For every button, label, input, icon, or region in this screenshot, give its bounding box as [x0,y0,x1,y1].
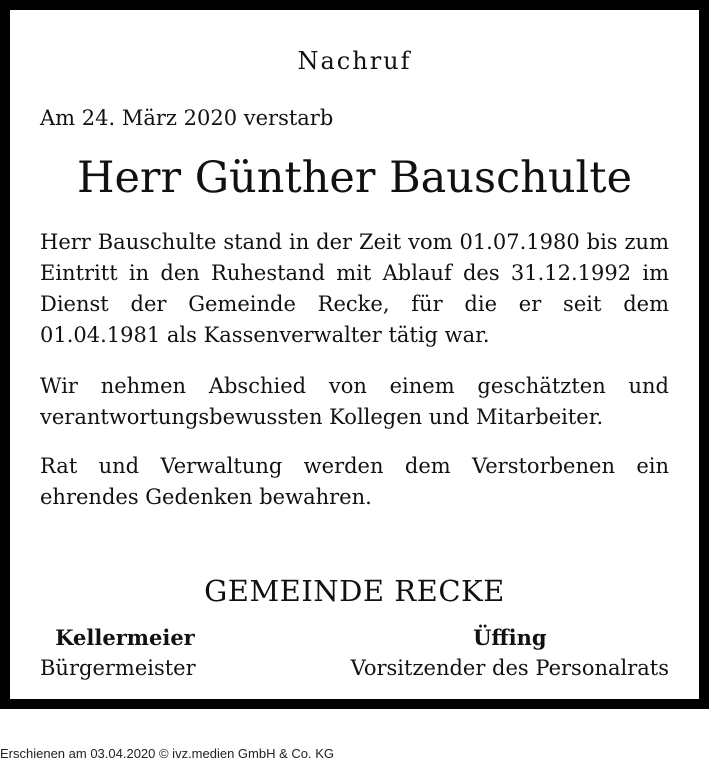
publication-footer: Erschienen am 03.04.2020 © ivz.medien GmbH & Co. KG [0,746,335,761]
deceased-name: Herr Günther Bauschulte [76,153,633,203]
signatory-role: Bürgermeister [40,656,196,680]
obituary-paragraph-farewell: Wir nehmen Abschied von einem geschätzten und verantwortungsbewussten Kollegen und Mitarbeiter. [40,374,669,429]
organization-name: GEMEINDE RECKE [204,574,505,608]
obituary-heading: Nachruf [297,47,412,75]
signatory-name: Üffing [473,625,547,650]
death-date-intro: Am 24. März 2020 verstarb [40,106,334,130]
obituary-paragraph-service: Herr Bauschulte stand in der Zeit vom 01.07.1980 bis zum Eintritt in den Ruhestand mit Ablauf des 31.12.1992 im Dienst der Gemeinde Recke, für die er seit dem 01.04.1981 als Kassenverwalter tätig war. [40,230,669,347]
signatory-staff-council [351,622,669,684]
signatory-name: Kellermeier [55,625,195,650]
obituary-paragraph-remembrance: Rat und Verwaltung werden dem Verstorbenen ein ehrendes Gedenken bewahren. [40,454,669,509]
signatory-role: Vorsitzender des Personalrats [350,656,669,680]
signatory-mayor [40,622,210,684]
